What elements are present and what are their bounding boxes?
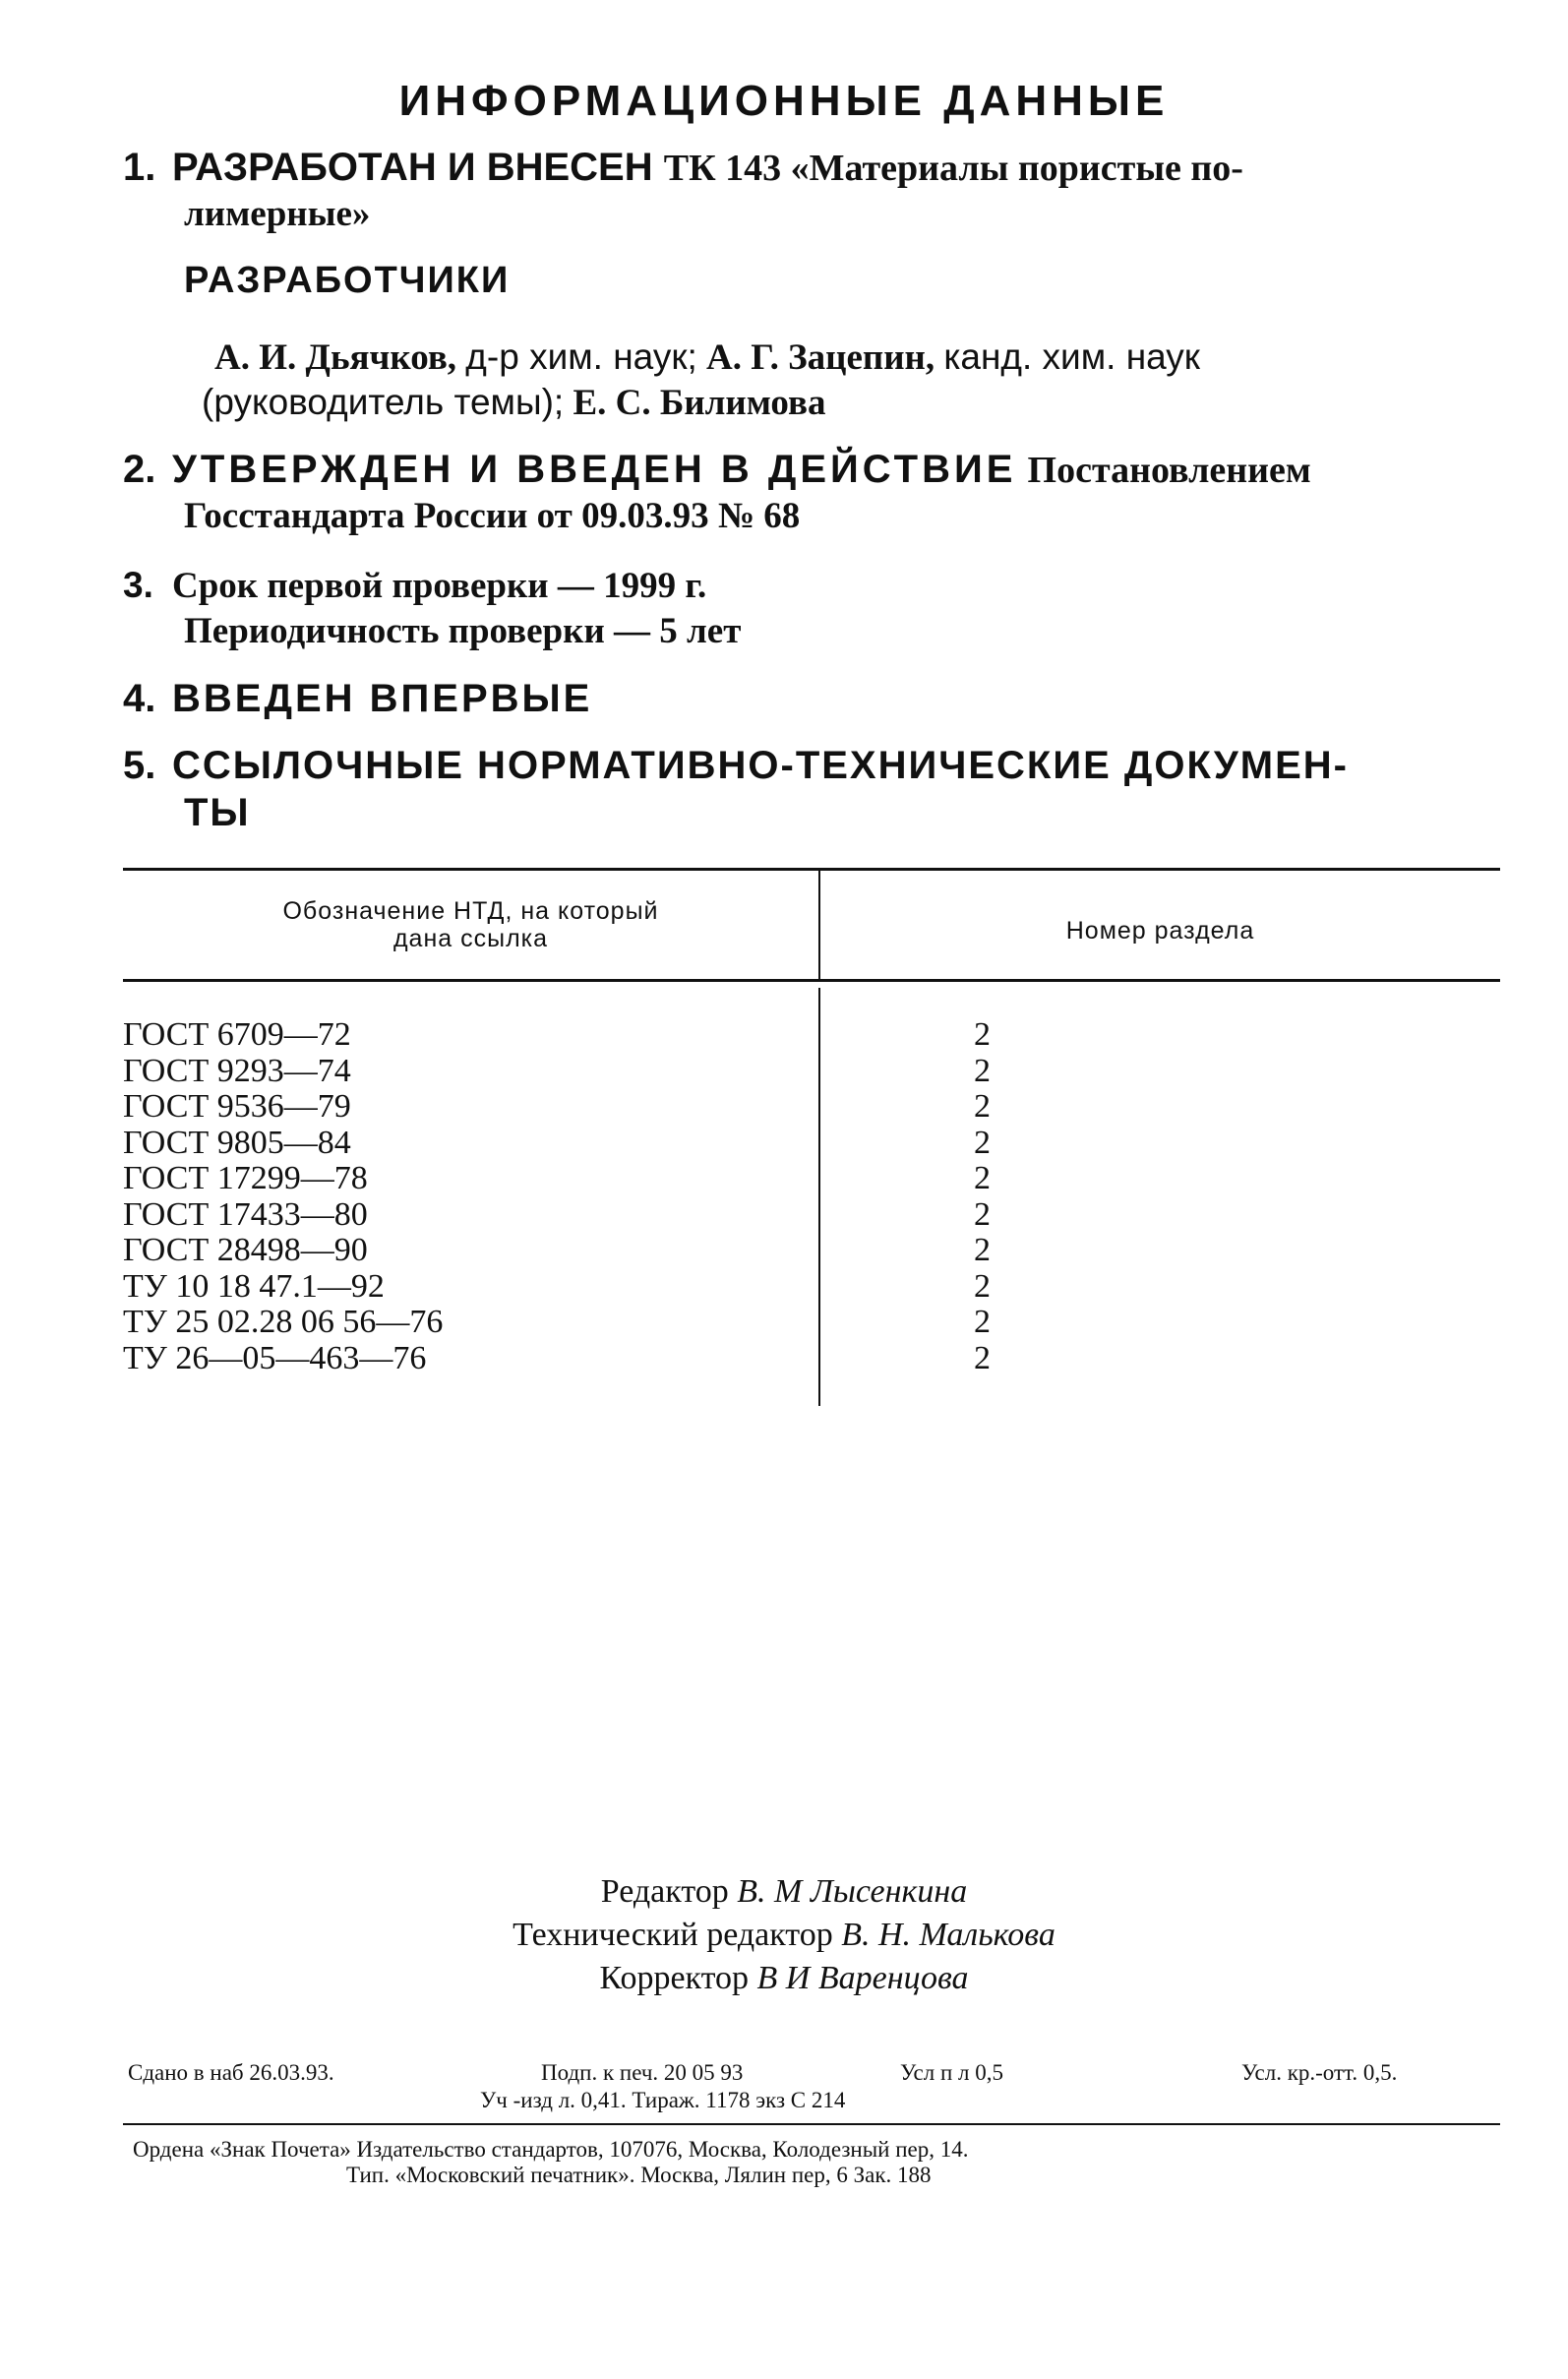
table-row-section: 2 (974, 1160, 991, 1196)
table-row-section: 2 (974, 1232, 991, 1268)
imprint-rule (123, 2123, 1500, 2125)
developers-line1 (214, 336, 1200, 379)
item2-number: 2. (123, 448, 156, 491)
tech-editor-label: Технический редактор (513, 1917, 833, 1953)
table-header-section: Номер раздела (1065, 917, 1255, 945)
item4-number: 4. (123, 677, 156, 720)
item2-line2: Госстандарта России от 09.03.93 № 68 (184, 496, 801, 536)
table-row-section: 2 (974, 1304, 991, 1340)
table-row-reference: ТУ 10 18 47.1—92 (123, 1268, 385, 1305)
table-row-section: 2 (974, 1340, 991, 1376)
table-row-reference: ГОСТ 9536—79 (123, 1088, 351, 1125)
table-row-reference: ГОСТ 9293—74 (123, 1053, 351, 1089)
item4-caps: ВВЕДЕН ВПЕРВЫЕ (172, 677, 593, 720)
table-row-section: 2 (974, 1016, 991, 1053)
item2-caps: УТВЕРЖДЕН И ВВЕДЕН В ДЕЙСТВИЕ (172, 448, 1017, 491)
imprint-publisher: Ордена «Знак Почета» Издательство стандартов, 107076, Москва, Колодезный пер, 14. (133, 2137, 969, 2162)
item5-line1 (123, 744, 1349, 788)
item1-line2: лимерные» (184, 194, 371, 234)
imprint-signed: Подп. к печ. 20 05 93 (541, 2060, 744, 2085)
developers-heading: РАЗРАБОТЧИКИ (184, 260, 511, 301)
table-body-divider (818, 988, 820, 1406)
imprint-run: Уч -изд л. 0,41. Тираж. 1178 экз С 214 (480, 2088, 846, 2112)
imprint-sheets: Усл п л 0,5 (900, 2060, 1003, 2085)
item3-line2: Периодичность проверки — 5 лет (184, 611, 742, 651)
table-row-reference: ТУ 26—05—463—76 (123, 1340, 427, 1376)
item3-line1 (123, 565, 706, 607)
table-row-reference: ГОСТ 6709—72 (123, 1016, 351, 1053)
table-row-section: 2 (974, 1053, 991, 1089)
item2-text: Постановлением (1027, 450, 1311, 491)
table-row-reference: ТУ 25 02.28 06 56—76 (123, 1304, 444, 1340)
proofreader-label: Корректор (599, 1960, 750, 1996)
item5-line2: ТЫ (184, 791, 251, 834)
imprint-prints: Усл. кр.-отт. 0,5. (1241, 2060, 1398, 2085)
item1-number: 1. (123, 146, 156, 189)
table-header-reference-line2: дана ссылка (392, 925, 549, 952)
item1-line1 (123, 146, 1243, 190)
table-row-section: 2 (974, 1125, 991, 1161)
table-row-reference: ГОСТ 17433—80 (123, 1196, 368, 1233)
imprint-submitted: Сдано в наб 26.03.93. (128, 2060, 334, 2085)
table-row-reference: ГОСТ 9805—84 (123, 1125, 351, 1161)
item5-number: 5. (123, 744, 156, 787)
item3-text1: Срок первой проверки — 1999 г. (172, 566, 707, 606)
table-row-section: 2 (974, 1088, 991, 1125)
imprint-printer: Тип. «Московский печатник». Москва, Лялин пер, 6 Зак. 188 (346, 2163, 932, 2187)
dev3-name: Е. С. Билимова (573, 383, 826, 423)
table-header-rule (123, 979, 1500, 982)
developers-line2 (202, 382, 825, 424)
credit-tech-editor (0, 1917, 1568, 1954)
table-row-reference: ГОСТ 17299—78 (123, 1160, 368, 1196)
item4-line (123, 677, 592, 721)
dev2-name: А. Г. Зацепин, (706, 337, 935, 378)
item3-number: 3. (123, 565, 153, 605)
item5-caps1: ССЫЛОЧНЫЕ НОРМАТИВНО-ТЕХНИЧЕСКИЕ ДОКУМЕН- (172, 744, 1349, 787)
proofreader-name: В И Варенцова (756, 1960, 969, 1996)
credit-proofreader (0, 1960, 1568, 1997)
page-title: ИНФОРМАЦИОННЫЕ ДАННЫЕ (398, 77, 1170, 125)
table-row-section: 2 (974, 1196, 991, 1233)
dev1-title: д-р хим. наук; (465, 336, 697, 377)
dev1-name: А. И. Дьячков, (214, 337, 457, 378)
item2-line1 (123, 448, 1311, 492)
table-row-section: 2 (974, 1268, 991, 1305)
table-header-reference-line1: Обозначение НТД, на который (282, 897, 659, 925)
dev2-title: канд. хим. наук (943, 336, 1200, 377)
item1-caps: РАЗРАБОТАН И ВНЕСЕН (172, 146, 653, 189)
editor-label: Редактор (600, 1873, 729, 1910)
table-header-reference (123, 897, 818, 952)
editor-name: В. М Лысенкина (737, 1873, 968, 1910)
table-top-rule (123, 868, 1500, 871)
tech-editor-name: В. Н. Малькова (841, 1917, 1055, 1953)
item1-text: ТК 143 «Материалы пористые по- (663, 148, 1243, 189)
credit-editor (0, 1873, 1568, 1911)
dev2-role: (руководитель темы); (202, 382, 565, 422)
table-row-reference: ГОСТ 28498—90 (123, 1232, 368, 1268)
